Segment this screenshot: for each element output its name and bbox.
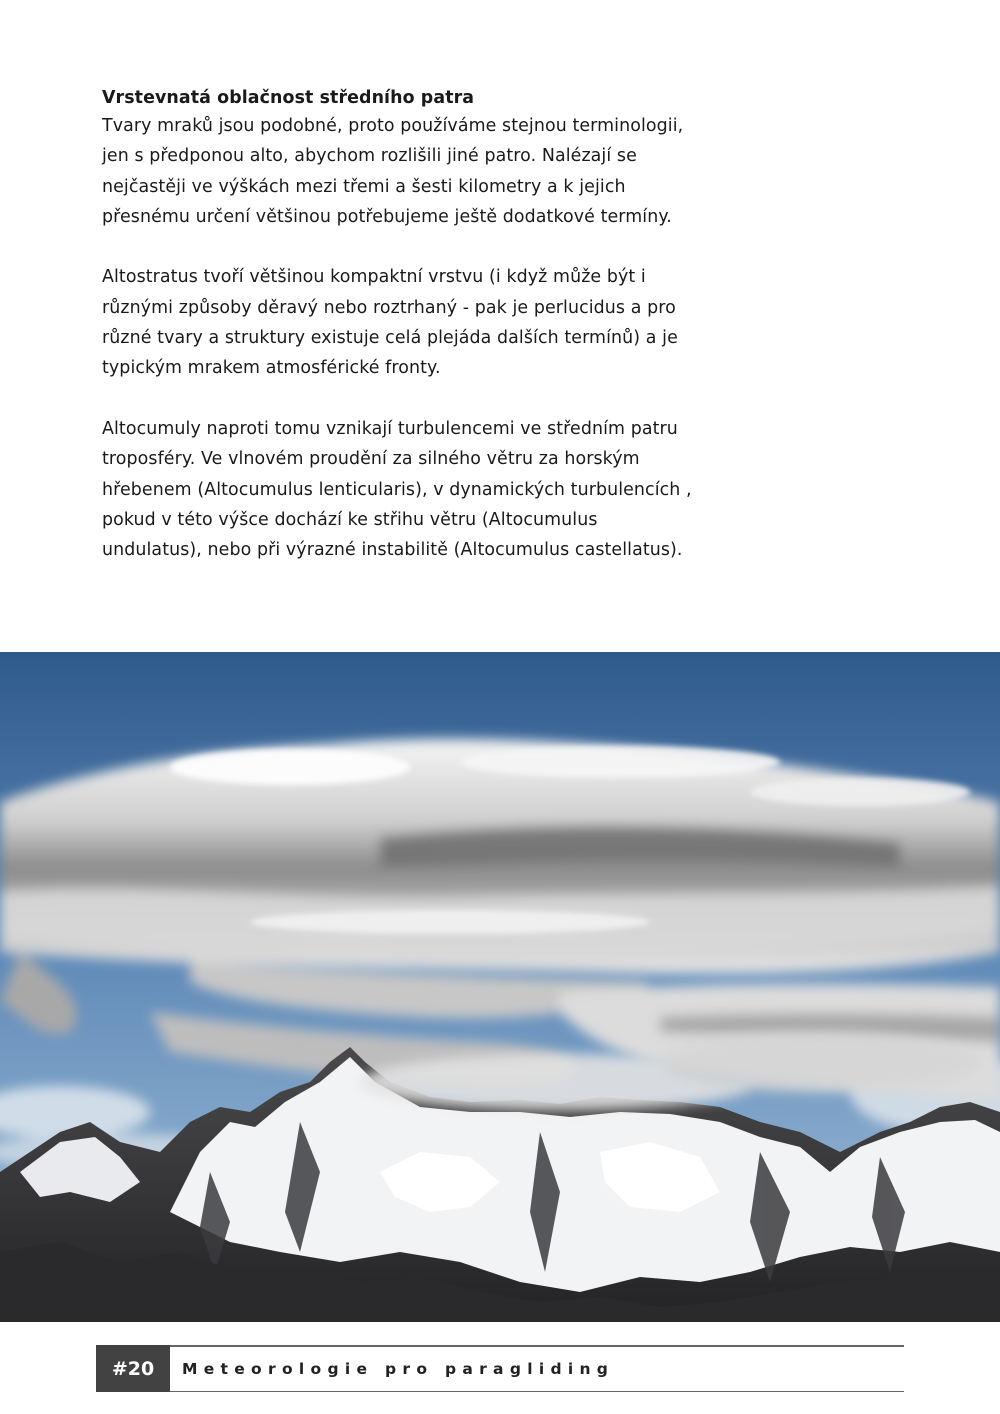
paragraph-2: Altostratus tvoří většinou kompaktní vrstvu (i když může být i různými způsoby děravý nebo roztrhaný - pak je perlucidus a pro různé tvary a struktury existuje celá plejáda dalších termínů) a je typickým mrakem atmosférické fronty. (102, 267, 678, 379)
paragraph-1: Tvary mraků jsou podobné, proto používáme stejnou terminologii, jen s předponou alto, abychom rozlišili jiné patro. Nalézají se nejčastěji ve výškách mezi třemi a šesti kilometry a k jejich přesnému určení většinou potřebujeme ještě dodatkové termíny. (102, 116, 684, 227)
paragraph-3: Altocumuly naproti tomu vznikají turbulencemi ve středním patru troposféry. Ve vlnovém proudění za silného větru za horským hřebenem (Altocumulus lenticularis), v dynamických turbulencích , pokud v této výšce dochází ke střihu větru (Altocumulus undulatus), nebo při výrazné instabilitě (Altocumulus castellatus). (102, 418, 692, 561)
footer-rule-bottom (170, 1391, 904, 1393)
page-number: #20 (96, 1345, 170, 1392)
article (102, 86, 702, 565)
photo-illustration (0, 652, 1000, 1322)
mountain-cloud-photo (0, 652, 1000, 1322)
publication-title: Meteorologie pro paragliding (182, 1359, 615, 1378)
page-footer (96, 1345, 904, 1392)
section-heading: Vrstevnatá oblačnost středního patra (102, 88, 475, 108)
